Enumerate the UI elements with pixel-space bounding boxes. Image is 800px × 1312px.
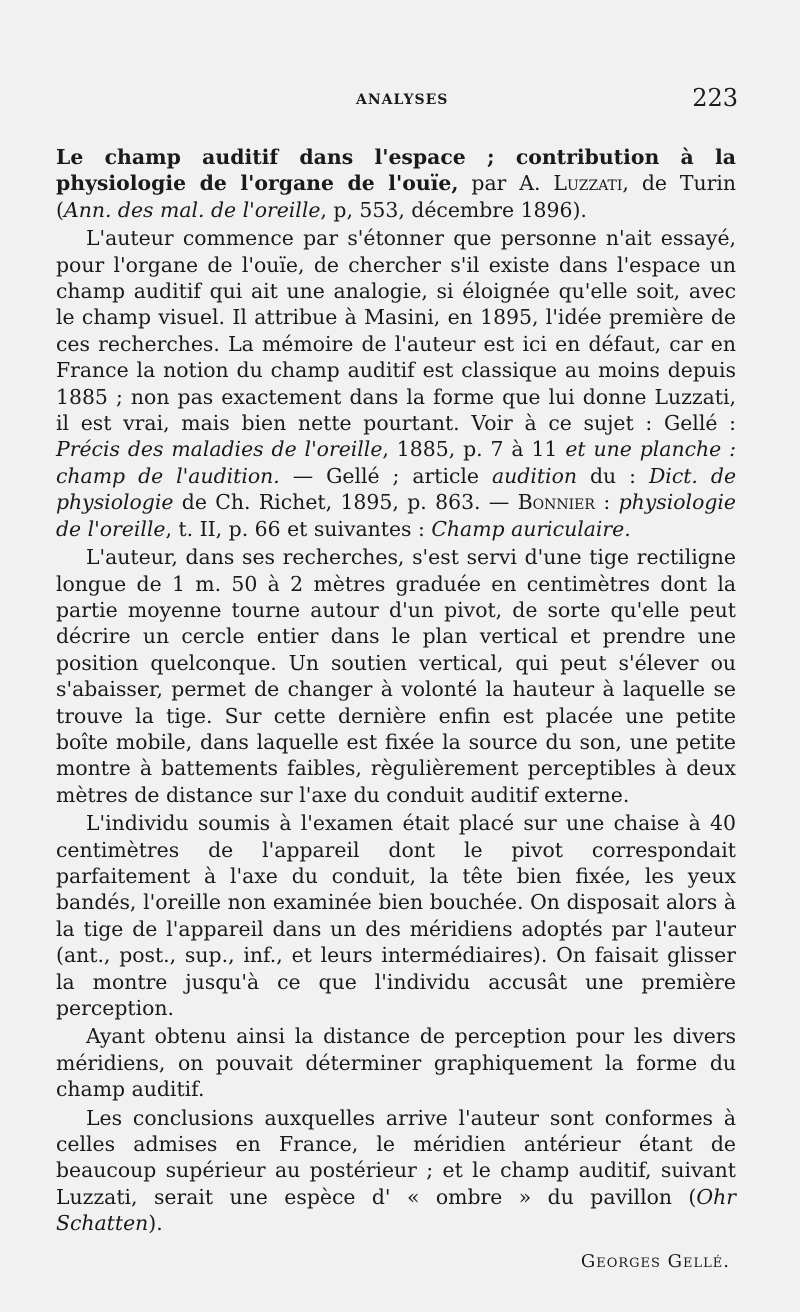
ref-sep: — Gellé ; article [279, 463, 492, 488]
page-number: 223 [692, 84, 738, 112]
title-place: , de Turin ( [56, 171, 736, 222]
ref-dict: Dict. de physiologie [56, 463, 737, 515]
ref-precis-tail: , 1885, p. 7 à 11 [382, 437, 566, 462]
title-author: Luzzati [553, 171, 623, 196]
title-journal: Ann. des mal. de l'oreille [63, 197, 321, 222]
ref-dict-tail: de Ch. Richet, 1895, p. 863. — [173, 490, 518, 515]
ref-champ-auriculaire: Champ auriculaire. [431, 516, 631, 541]
paragraph-5-text: Les conclusions auxquelles arrive l'auteur sont conformes à celles admises en France, le méridien antérieur étant de beaucoup supérieur au postérieur ; et le champ auditif, suivant Luzzati, serait une espèce d' « ombre » du pavillon ( [56, 1105, 736, 1209]
paragraph-1-text: L'auteur commence par s'étonner que personne n'ait essayé, pour l'organe de l'ouïe, de chercher s'il existe dans l'espace un champ auditif qui ait une analogie, si éloignée qu'elle soit, avec le champ visuel. Il attribue à Masini, en 1895, l'idée première de ces recherches. La mémoire de l'auteur est ici en défaut, car en France la notion du champ auditif est classique au moins depuis 1885 ; non pas exactement dans la forme que lui donne Luzzati, il est vrai, mais bien nette pourtant. Voir à ce sujet : Gellé : [56, 226, 736, 436]
paragraph-2: L'auteur, dans ses recherches, s'est servi d'une tige rectiligne longue de 1 m. 50 à 2 mètres graduée en centimètres dont la partie moyenne tourne autour d'un pivot, de sorte qu'elle peut décrire un cercle entier dans le plan vertical et prendre une position quelconque. Un soutien vertical, qui peut s'élever ou s'abaisser, permet de changer à volonté la hauteur à laquelle se trouve la tige. Sur cette dernière enfin est placée une petite boîte mobile, dans laquelle est fixée la source du son, une petite montre à battements faibles, règulièrement perceptibles à deux mètres de distance sur l'axe du conduit auditif externe. [56, 545, 736, 807]
ref-precis: Précis des maladies de l'oreille [56, 437, 383, 462]
paragraph-3: L'individu soumis à l'examen était placé sur une chaise à 40 centimètres de l'appareil dont le pivot correspondait parfaitement à l'axe du conduit, la tête bien fixée, les yeux bandés, l'oreille non examinée bien bouchée. On disposait alors à la tige de l'appareil dans un des méridiens adoptés par l'auteur (ant., post., sup., inf., et leurs intermédiaires). On faisait glisser la montre jusqu'à ce que l'individu accusât une première perception. [56, 811, 736, 1020]
ref-physiologie: physiologie de l'oreille [56, 490, 736, 541]
ref-audition-mid: du : [576, 463, 649, 488]
ref-precis-plate: et une planche : champ de l'audition. [56, 437, 736, 488]
article-body [56, 144, 736, 1275]
running-header [56, 82, 736, 122]
paragraph-1 [56, 225, 736, 542]
signature: Georges Gellé. [580, 1250, 730, 1272]
article-title [56, 144, 736, 223]
paragraph-5-end: ). [148, 1211, 163, 1236]
ref-audition: audition [491, 463, 577, 488]
paragraph-4: Ayant obtenu ainsi la distance de perception pour les divers méridiens, on pouvait déterminer graphiquement la forme du champ auditif. [56, 1024, 736, 1102]
ref-bonnier-sep: : [594, 490, 619, 515]
title-bold: Le champ auditif dans l'espace ; contribution à la physiologie de l'organe de l'ouïe, [56, 145, 736, 196]
running-title: ANALYSES [356, 92, 449, 108]
paragraph-5 [56, 1105, 736, 1237]
title-ref: , p, 553, décembre 1896). [320, 197, 587, 222]
german-term: Ohr Schatten [56, 1184, 736, 1236]
title-by: par A. [458, 171, 554, 196]
ref-bonnier: Bonnier [517, 490, 595, 515]
ref-physiologie-tail: , t. II, p. 66 et suivantes : [165, 516, 432, 541]
